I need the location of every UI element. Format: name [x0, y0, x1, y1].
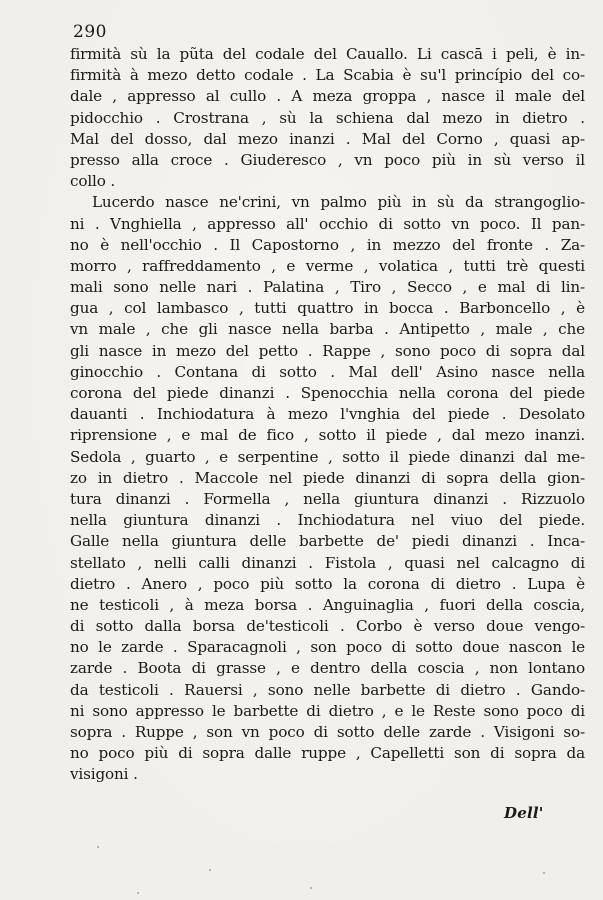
- text-line: vn male , che gli nasce nella barba . Antipetto , male , che: [70, 320, 585, 339]
- text-line: Galle nella giuntura delle barbette de' piedi dinanzi . Inca-: [70, 532, 585, 551]
- text-line: no le zarde . Sparacagnoli , son poco di sotto doue nascon le: [70, 638, 585, 657]
- text-line: riprensione , e mal de fico , sotto il piede , dal mezo inanzi.: [70, 426, 585, 445]
- text-line: pidocchio . Crostrana , sù la schiena dal mezo in dietro .: [70, 108, 585, 127]
- ink-speck: [543, 872, 545, 874]
- text-line: ni sono appresso le barbette di dietro , e le Reste sono poco di: [70, 701, 585, 720]
- body-text: [70, 44, 585, 786]
- text-line: dauanti . Inchiodatura à mezo l'vnghia del piede . Desolato: [70, 405, 585, 424]
- text-line: Sedola , guarto , e serpentine , sotto il piede dinanzi dal me-: [70, 447, 585, 466]
- text-line: ni . Vnghiella , appresso all' occhio di sotto vn poco. Il pan-: [70, 214, 585, 233]
- paragraph-1: [70, 44, 585, 192]
- text-line: Lucerdo nasce ne'crini, vn palmo più in sù da strangoglio-: [92, 193, 585, 212]
- catchword: Dell': [504, 804, 544, 822]
- text-line: presso alla croce . Giuderesco , vn poco più in sù verso il: [70, 150, 585, 169]
- text-line: zarde . Boota di grasse , e dentro della coscia , non lontano: [70, 659, 585, 678]
- text-line: morro , raffreddamento , e verme , volatica , tutti trè questi: [70, 256, 585, 275]
- text-line: collo .: [70, 172, 116, 191]
- text-line: firmità à mezo detto codale . La Scabia è su'l princípio del co-: [70, 66, 585, 85]
- text-line: Mal del dosso, dal mezo inanzi . Mal del Corno , quasi ap-: [70, 129, 585, 148]
- text-line: ginocchio . Contana di sotto . Mal dell' Asino nasce nella: [70, 362, 585, 381]
- text-line: stellato , nelli calli dinanzi . Fistola , quasi nel calcagno di: [70, 553, 585, 572]
- text-line: nella giuntura dinanzi . Inchiodatura nel viuo del piede.: [70, 511, 585, 530]
- text-line: dietro . Anero , poco più sotto la corona di dietro . Lupa è: [70, 574, 585, 593]
- text-line: di sotto dalla borsa de'testicoli . Corbo è verso doue vengo-: [70, 617, 585, 636]
- ink-speck: [209, 869, 211, 871]
- text-line: gli nasce in mezo del petto . Rappe , sono poco di sopra dal: [70, 341, 585, 360]
- text-line: gua , col lambasco , tutti quattro in bocca . Barboncello , è: [70, 299, 585, 318]
- text-line: no poco più di sopra dalle ruppe , Capelletti son di sopra da: [70, 744, 585, 763]
- text-line: corona del piede dinanzi . Spenocchia nella corona del piede: [70, 384, 585, 402]
- text-line: sopra . Ruppe , son vn poco di sotto delle zarde . Visigoni so-: [70, 723, 585, 741]
- text-line: tura dinanzi . Formella , nella giuntura dinanzi . Rizzuolo: [70, 489, 585, 508]
- text-line: zo in dietro . Maccole nel piede dinanzi di sopra della gion-: [70, 468, 585, 487]
- ink-speck: [310, 887, 312, 889]
- page-number: 290: [73, 22, 107, 42]
- text-line: da testicoli . Rauersi , sono nelle barbette di dietro . Gando-: [70, 680, 585, 699]
- text-line: visigoni .: [70, 765, 138, 784]
- ink-speck: [97, 846, 99, 848]
- text-line: firmità sù la pũta del codale del Cauallo. Li cascā i peli, è in-: [70, 45, 585, 63]
- text-line: no è nell'occhio . Il Capostorno , in mezzo del fronte . Za-: [70, 235, 585, 254]
- ink-speck: [137, 892, 139, 894]
- text-line: ne testicoli , à meza borsa . Anguinaglia , fuori della coscia,: [70, 595, 585, 614]
- text-line: mali sono nelle nari . Palatina , Tiro , Secco , e mal di lin-: [70, 278, 585, 297]
- paragraph-2: [70, 192, 585, 785]
- text-line: dale , appresso al cullo . A meza groppa , nasce il male del: [70, 87, 585, 106]
